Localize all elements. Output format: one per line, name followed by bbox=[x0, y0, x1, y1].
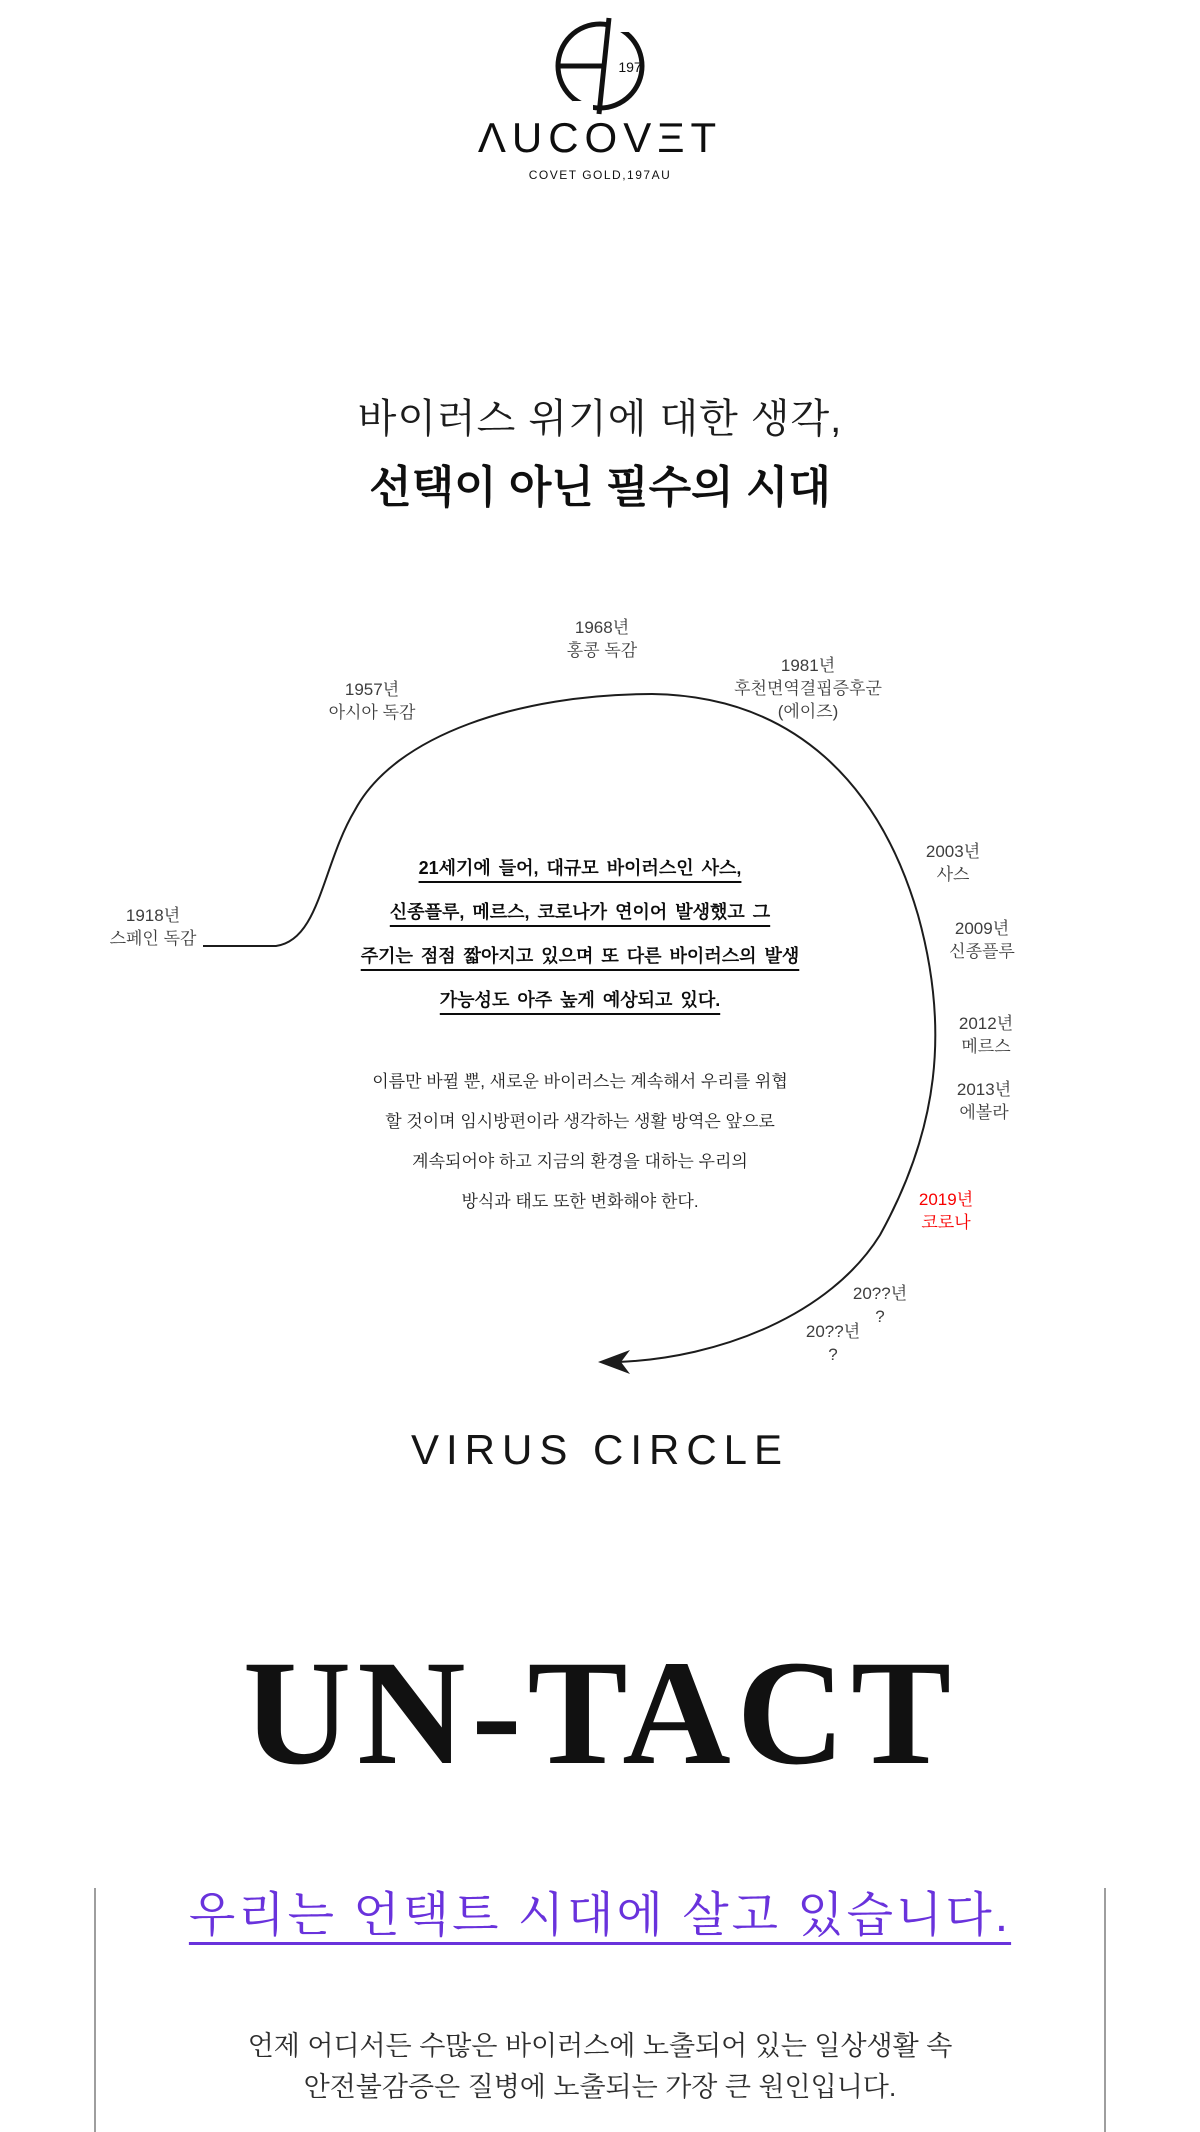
body-line: 이름만 바뀔 뿐, 새로운 바이러스는 계속해서 우리를 위협 bbox=[372, 1072, 788, 1091]
event-name: 홍콩 독감 bbox=[566, 641, 638, 660]
body-line: 계속되어야 하고 지금의 환경을 대하는 우리의 bbox=[412, 1152, 748, 1171]
virus-circle-diagram bbox=[0, 610, 1200, 1510]
spiral-arrow-icon bbox=[0, 610, 1200, 1510]
event-name: ? bbox=[828, 1345, 838, 1364]
event-name: ? bbox=[875, 1307, 885, 1326]
event-name: 에볼라 bbox=[959, 1103, 1009, 1122]
event-name: 후천면역결핍증후군 bbox=[734, 679, 882, 698]
event-year: 2003년 bbox=[925, 842, 981, 861]
untact-title: UN-TACT bbox=[242, 1630, 958, 1796]
timeline-event-1957 bbox=[292, 678, 452, 724]
event-name: 사스 bbox=[936, 865, 970, 884]
event-year: 20??년 bbox=[805, 1322, 861, 1341]
event-year: 2019년 bbox=[918, 1190, 974, 1209]
timeline-event-1918 bbox=[73, 904, 233, 950]
page-title-line1: 바이러스 위기에 대한 생각, bbox=[357, 397, 843, 441]
emphasis-line: 주기는 점점 짧아지고 있으며 또 다른 바이러스의 발생 bbox=[360, 946, 800, 966]
logo-number: 197 bbox=[618, 59, 642, 75]
event-name: 신종플루 bbox=[949, 942, 1015, 961]
event-name: 스페인 독감 bbox=[109, 929, 197, 948]
page-title-line2: 선택이 아닌 필수의 시대 bbox=[369, 463, 831, 512]
emphasis-line: 21세기에 들어, 대규모 바이러스인 사스, bbox=[418, 858, 742, 878]
untact-body-line: 안전불감증은 질병에 노출되는 가장 큰 원인입니다. bbox=[303, 2072, 897, 2102]
timeline-event-2013 bbox=[904, 1078, 1064, 1124]
body-line: 방식과 태도 또한 변화해야 한다. bbox=[461, 1192, 699, 1211]
untact-subtitle-text: 우리는 언택트 시대에 살고 있습니다. bbox=[188, 1889, 1012, 1942]
event-year: 20??년 bbox=[852, 1284, 908, 1303]
diagram-body-paragraph bbox=[240, 1062, 920, 1222]
event-year: 1981년 bbox=[780, 656, 836, 675]
diagram-title: VIRUS CIRCLE bbox=[410, 1426, 790, 1473]
timeline-event-1981 bbox=[703, 654, 913, 723]
event-name: 아시아 독감 bbox=[328, 703, 416, 722]
event-name: 코로나 bbox=[921, 1213, 971, 1232]
emphasis-line: 신종플루, 메르스, 코로나가 연이어 발생했고 그 bbox=[389, 902, 771, 922]
event-year: 1957년 bbox=[344, 680, 400, 699]
event-year: 2012년 bbox=[958, 1014, 1014, 1033]
event-name: 메르스 bbox=[961, 1037, 1011, 1056]
untact-body bbox=[0, 2026, 1200, 2108]
emphasis-line: 가능성도 아주 높게 예상되고 있다. bbox=[439, 990, 721, 1010]
timeline-event-2012 bbox=[906, 1012, 1066, 1058]
diagram-emphasis-paragraph bbox=[240, 846, 920, 1022]
event-year: 2013년 bbox=[956, 1080, 1012, 1099]
timeline-event-2009 bbox=[902, 917, 1062, 963]
event-subname: (에이즈) bbox=[777, 702, 839, 721]
body-line: 할 것이며 임시방편이라 생각하는 생활 방역은 앞으로 bbox=[385, 1112, 775, 1131]
brand-wordmark: ΛUCOVΞT bbox=[477, 114, 723, 161]
timeline-event-unknown-2 bbox=[753, 1320, 913, 1366]
event-year: 1918년 bbox=[125, 906, 181, 925]
untact-body-line: 언제 어디서든 수많은 바이러스에 노출되어 있는 일상생활 속 bbox=[247, 2031, 953, 2061]
untact-subtitle bbox=[0, 1886, 1200, 1946]
event-year: 1968년 bbox=[574, 618, 630, 637]
brand-tagline: COVET GOLD,197AU bbox=[528, 168, 672, 182]
timeline-event-1968 bbox=[522, 616, 682, 662]
event-year: 2009년 bbox=[954, 919, 1010, 938]
